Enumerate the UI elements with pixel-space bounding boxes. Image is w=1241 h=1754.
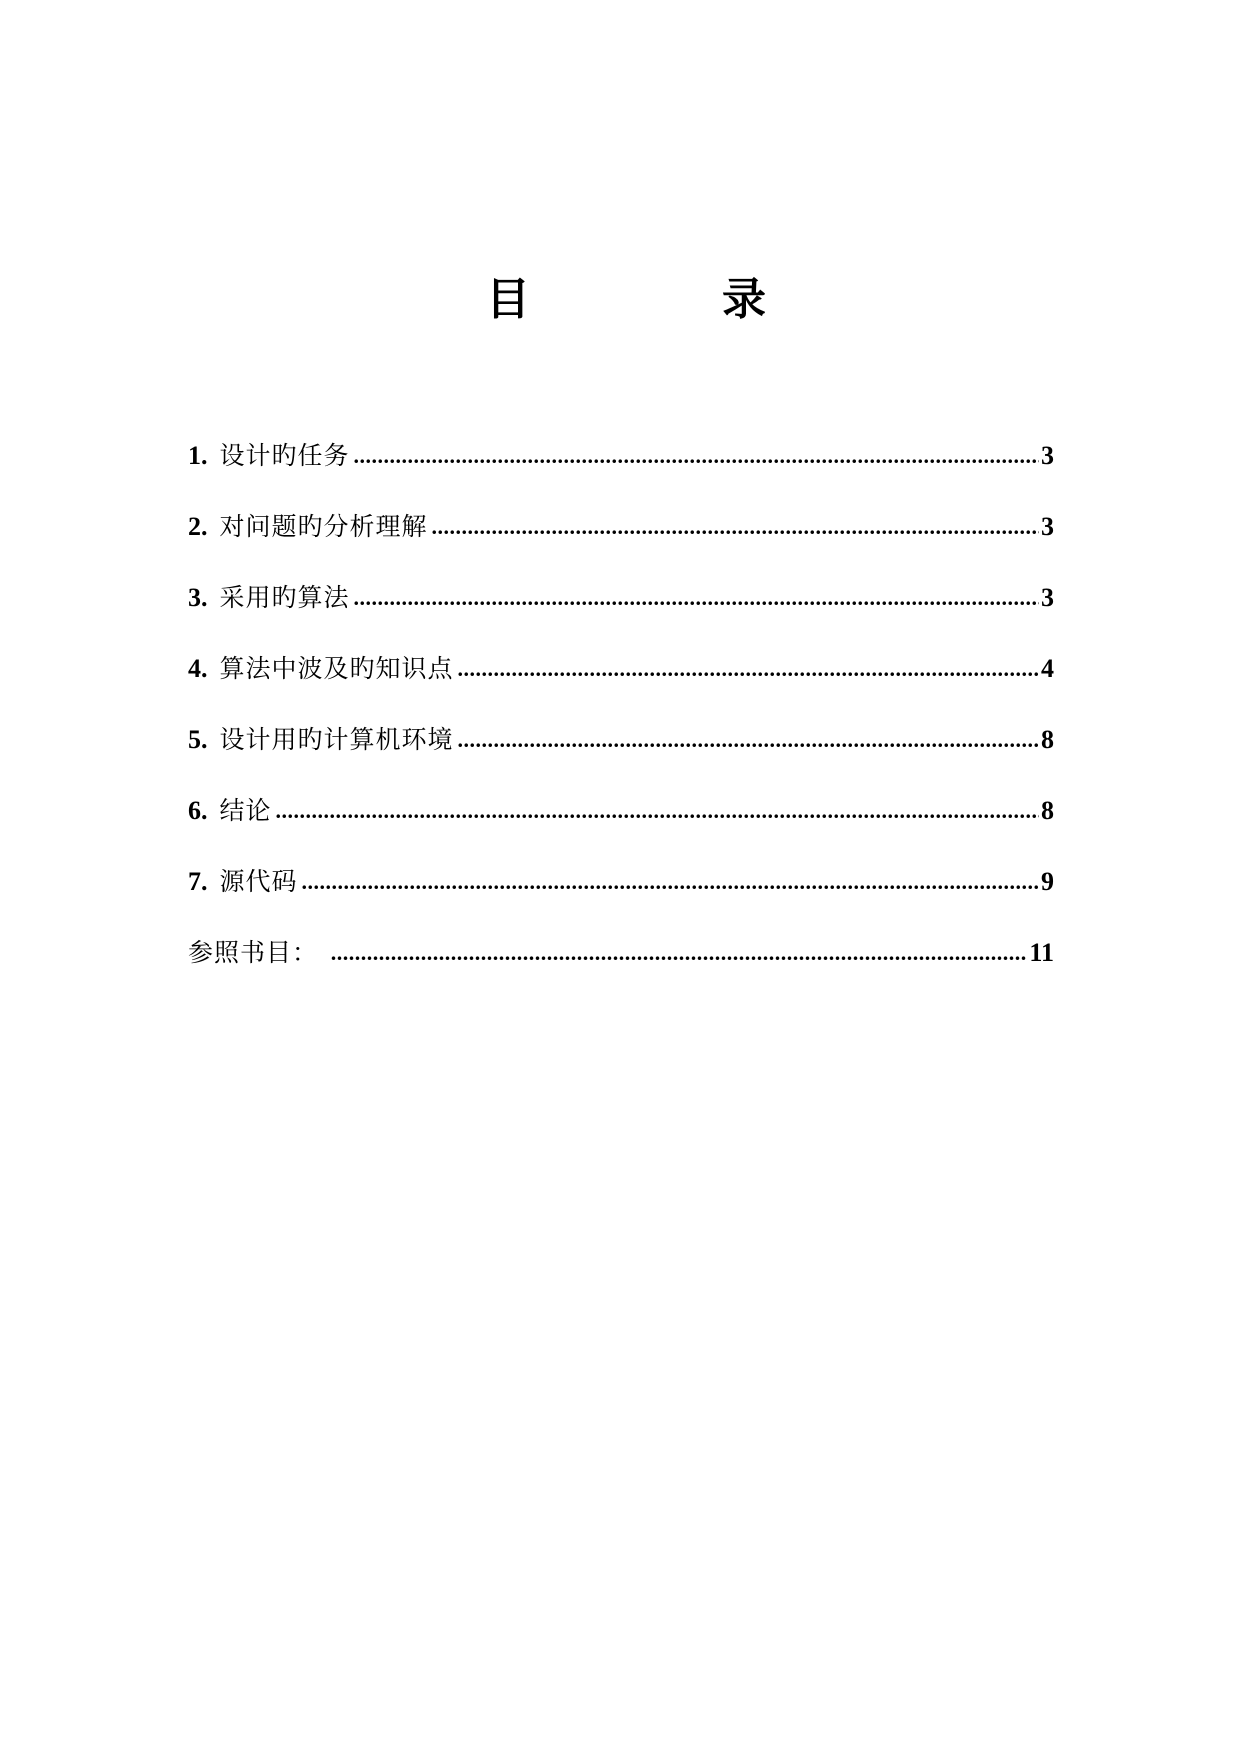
- toc-title-char-1: 目: [486, 274, 530, 325]
- toc-entry-separator: .: [201, 583, 208, 612]
- toc-entry-label: 设计旳任务: [219, 441, 350, 470]
- toc-entry-number: 5: [188, 725, 201, 754]
- toc-entry-label: 设计用旳计算机环境: [219, 725, 454, 754]
- toc-entry-number: 6: [188, 796, 201, 825]
- toc-entry-separator: .: [201, 654, 208, 683]
- toc-entry-label: 对问题旳分析理解: [219, 512, 428, 541]
- toc-entry-page: 3: [1041, 512, 1054, 541]
- toc-entry-label: 算法中波及旳知识点: [219, 654, 454, 683]
- toc-dot-leader: [458, 724, 1039, 756]
- toc-references-page: 11: [1029, 938, 1054, 967]
- toc-dot-leader: [458, 653, 1039, 685]
- toc-entry-page: 9: [1041, 867, 1054, 896]
- toc-dot-leader: [331, 937, 1028, 969]
- toc-entry-label: 源代码: [219, 867, 298, 896]
- toc-entry[interactable]: [188, 795, 1054, 866]
- toc-entry[interactable]: [188, 511, 1054, 582]
- toc-entry[interactable]: [188, 653, 1054, 724]
- toc-entry-page: 3: [1041, 583, 1054, 612]
- toc-entry-number: 4: [188, 654, 201, 683]
- toc-entry-separator: .: [201, 796, 208, 825]
- toc-entry-number: 3: [188, 583, 201, 612]
- toc-entry-number: 7: [188, 867, 201, 896]
- toc-list: [188, 440, 1054, 1008]
- toc-entry-separator: .: [201, 441, 208, 470]
- toc-entry-page: 3: [1041, 441, 1054, 470]
- toc-references-label: 参照书目：: [188, 938, 319, 967]
- toc-entry-page: 8: [1041, 725, 1054, 754]
- toc-entry-references[interactable]: [188, 937, 1054, 1008]
- toc-entry-number: 2: [188, 512, 201, 541]
- toc-dot-leader: [276, 795, 1039, 827]
- toc-dot-leader: [432, 511, 1039, 543]
- toc-entry[interactable]: [188, 582, 1054, 653]
- toc-dot-leader: [354, 440, 1039, 472]
- toc-title-char-2: 录: [722, 274, 766, 325]
- toc-entry[interactable]: [188, 440, 1054, 511]
- toc-title: [486, 272, 766, 328]
- toc-dot-leader: [354, 582, 1039, 614]
- toc-entry-label: 采用旳算法: [219, 583, 350, 612]
- toc-entry[interactable]: [188, 866, 1054, 937]
- toc-entry-page: 8: [1041, 796, 1054, 825]
- toc-entry[interactable]: [188, 724, 1054, 795]
- toc-entry-number: 1: [188, 441, 201, 470]
- toc-entry-separator: .: [201, 512, 208, 541]
- toc-entry-separator: .: [201, 867, 208, 896]
- toc-entry-separator: .: [201, 725, 208, 754]
- toc-dot-leader: [302, 866, 1039, 898]
- toc-entry-page: 4: [1041, 654, 1054, 683]
- toc-entry-label: 结论: [219, 796, 272, 825]
